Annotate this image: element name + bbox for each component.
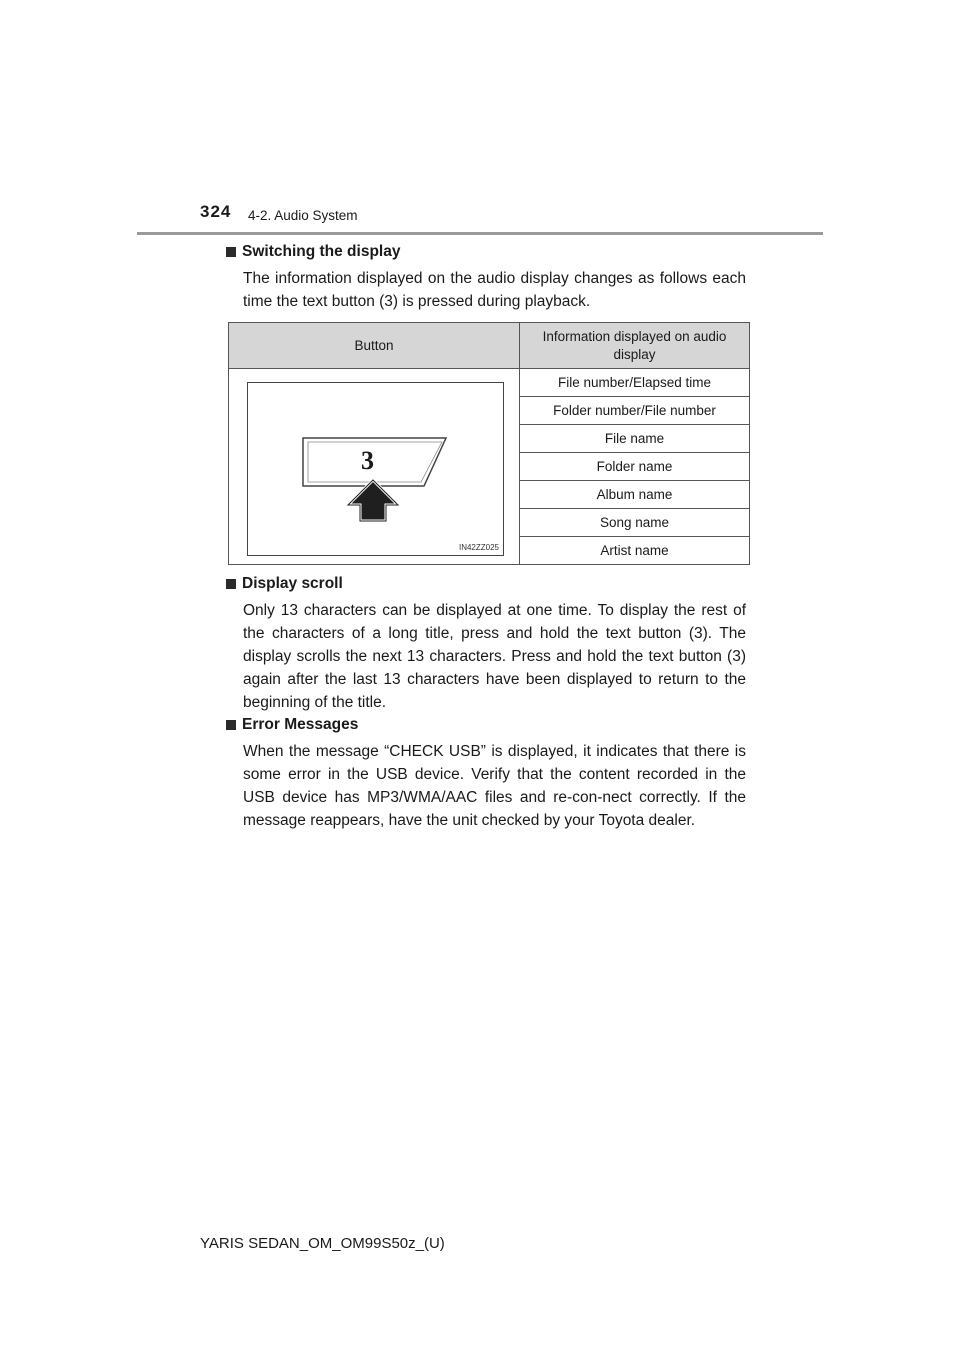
square-bullet-icon xyxy=(226,579,236,589)
error-messages-title: Error Messages xyxy=(242,716,359,733)
square-bullet-icon xyxy=(226,720,236,730)
page-number: 324 xyxy=(200,202,232,221)
switching-display-title: Switching the display xyxy=(242,243,401,260)
text-button-illustration xyxy=(247,382,504,556)
table-cell-info: Song name xyxy=(520,509,750,537)
table-row xyxy=(229,369,750,397)
section-title: 4-2. Audio System xyxy=(248,208,358,223)
display-scroll-title: Display scroll xyxy=(242,575,343,592)
button-figure-cell xyxy=(229,369,520,565)
display-scroll-section xyxy=(226,575,746,714)
table-header-info: Information displayed on audio display xyxy=(520,323,750,369)
table-cell-info: Folder number/File number xyxy=(520,397,750,425)
switching-display-body: The information displayed on the audio display changes as follows each time the text button (3) is pressed during playback. xyxy=(243,270,746,310)
table-cell-info: File number/Elapsed time xyxy=(520,369,750,397)
error-messages-heading xyxy=(226,716,746,734)
table-header-button: Button xyxy=(229,323,520,369)
switching-display-section xyxy=(226,243,746,313)
figure-button-number: 3 xyxy=(361,446,374,475)
display-scroll-body: Only 13 characters can be displayed at one time. To display the rest of the characters of a long title, press and hold the text button (3). The display scrolls the next 13 characters. Press and hold the text button (3) again after the last 13 characters have been displayed to return to the beginning of the title. xyxy=(243,602,746,711)
table-cell-info: Artist name xyxy=(520,537,750,565)
document-footer: YARIS SEDAN_OM_OM99S50z_(U) xyxy=(200,1235,445,1252)
error-messages-section xyxy=(226,716,746,832)
display-info-table xyxy=(228,322,750,565)
figure-code: IN42ZZ025 xyxy=(458,543,499,552)
header-divider xyxy=(137,232,823,235)
switching-display-heading xyxy=(226,243,746,261)
table-cell-info: Folder name xyxy=(520,453,750,481)
table-cell-info: File name xyxy=(520,425,750,453)
table-cell-info: Album name xyxy=(520,481,750,509)
error-messages-body: When the message “CHECK USB” is displayed, it indicates that there is some error in the USB device. Verify that the content recorded in the USB device has MP3/WMA/AAC files and re-con-nect correctly. If the message reappears, have the unit checked by your Toyota dealer. xyxy=(243,743,746,829)
table-header-row xyxy=(229,323,750,369)
square-bullet-icon xyxy=(226,247,236,257)
display-scroll-heading xyxy=(226,575,746,593)
text-button-icon xyxy=(248,383,503,555)
